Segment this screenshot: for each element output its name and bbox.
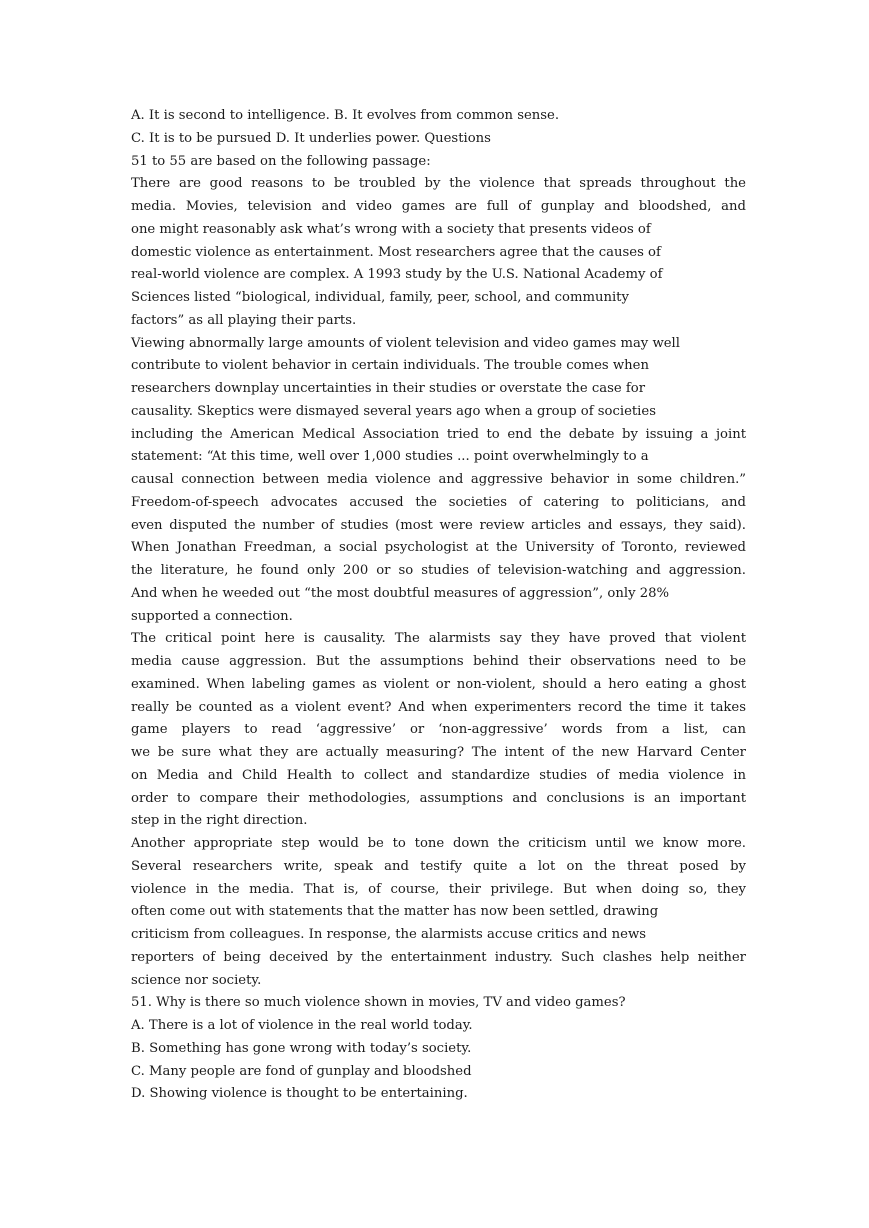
passage-paragraph-3 <box>131 628 746 833</box>
passage-line: one might reasonably ask what’s wrong with a society that presents videos of <box>131 221 651 237</box>
passage-line: Several researchers write, speak and testify quite a lot on the threat posed by <box>131 858 746 874</box>
answer-option-a: A. There is a lot of violence in the real world today. <box>131 1018 473 1033</box>
passage-paragraph-1 <box>131 173 746 332</box>
passage-line: domestic violence as entertainment. Most researchers agree that the causes of <box>131 244 661 260</box>
passage-line: Freedom-of-speech advocates accused the societies of catering to politicians, and <box>131 494 746 510</box>
passage-line: the literature, he found only 200 or so studies of television-watching and aggression. <box>131 563 746 578</box>
answer-option-d: D. Showing violence is thought to be entertaining. <box>131 1086 468 1102</box>
question-stem: 51. Why is there so much violence shown in movies, TV and video games? <box>131 995 626 1011</box>
passage-line: causality. Skeptics were dismayed several years ago when a group of societies <box>131 403 656 419</box>
passage-line: researchers downplay uncertainties in their studies or overstate the case for <box>131 381 646 396</box>
passage-line: game players to read ‘aggressive’ or ‘non-aggressive’ words from a list, can <box>131 722 746 738</box>
passage-line: causal connection between media violence and aggressive behavior in some children.” <box>131 472 746 487</box>
passage-paragraph-4 <box>131 833 746 992</box>
passage-instruction: 51 to 55 are based on the following passage: <box>131 153 431 169</box>
passage-line: step in the right direction. <box>131 813 308 829</box>
passage-line: supported a connection. <box>131 608 293 624</box>
passage-line: And when he weeded out “the most doubtful measures of aggression”, only 28% <box>131 585 670 601</box>
passage-line: statement: “At this time, well over 1,000 studies ... point overwhelmingly to a <box>131 449 649 465</box>
passage-line: even disputed the number of studies (most were review articles and essays, they said). <box>131 517 746 533</box>
passage-line: contribute to violent behavior in certain individuals. The trouble comes when <box>131 358 649 374</box>
passage-line: There are good reasons to be troubled by the violence that spreads throughout the <box>131 176 746 192</box>
passage-line: factors” as all playing their parts. <box>131 312 357 328</box>
passage-line: When Jonathan Freedman, a social psychologist at the University of Toronto, reviewed <box>131 540 746 556</box>
passage-line: order to compare their methodologies, assumptions and conclusions is an important <box>131 790 746 806</box>
passage-line: criticism from colleagues. In response, the alarmists accuse critics and news <box>131 927 647 942</box>
passage-line: including the American Medical Association tried to end the debate by issuing a joint <box>131 426 746 442</box>
passage-line: The critical point here is causality. The alarmists say they have proved that violent <box>131 631 746 647</box>
passage-line: Viewing abnormally large amounts of violent television and video games may well <box>131 335 680 351</box>
passage-line: real-world violence are complex. A 1993 study by the U.S. National Academy of <box>131 267 663 283</box>
passage-line: examined. When labeling games as violent or non-violent, should a hero eating a ghost <box>131 676 746 692</box>
question-51 <box>131 992 746 1106</box>
options-line: A. It is second to intelligence. B. It evolves from common sense. <box>131 108 560 123</box>
passage-line: on Media and Child Health to collect and standardize studies of media violence in <box>131 767 746 783</box>
passage-line: media. Movies, television and video games are full of gunplay and bloodshed, and <box>131 199 746 214</box>
document-page <box>131 105 746 1106</box>
passage-line: media cause aggression. But the assumptions behind their observations need to be <box>131 654 746 669</box>
passage-line: violence in the media. That is, of course, their privilege. But when doing so, they <box>131 881 746 897</box>
passage-paragraph-2 <box>131 333 746 629</box>
answer-option-b: B. Something has gone wrong with today’s society. <box>131 1040 472 1056</box>
previous-question-options <box>131 105 746 173</box>
passage-line: often come out with statements that the matter has now been settled, drawing <box>131 904 659 920</box>
passage-line: reporters of being deceived by the entertainment industry. Such clashes help neither <box>131 949 746 965</box>
passage-line: Sciences listed “biological, individual, family, peer, school, and community <box>131 290 629 305</box>
passage-line: Another appropriate step would be to tone down the criticism until we know more. <box>131 836 746 851</box>
passage-line: really be counted as a violent event? And when experimenters record the time it takes <box>131 699 746 715</box>
passage-line: we be sure what they are actually measuring? The intent of the new Harvard Center <box>131 745 746 760</box>
options-line: C. It is to be pursued D. It underlies power. Questions <box>131 130 491 146</box>
answer-option-c: C. Many people are fond of gunplay and bloodshed <box>131 1063 472 1079</box>
passage-line: science nor society. <box>131 972 262 988</box>
